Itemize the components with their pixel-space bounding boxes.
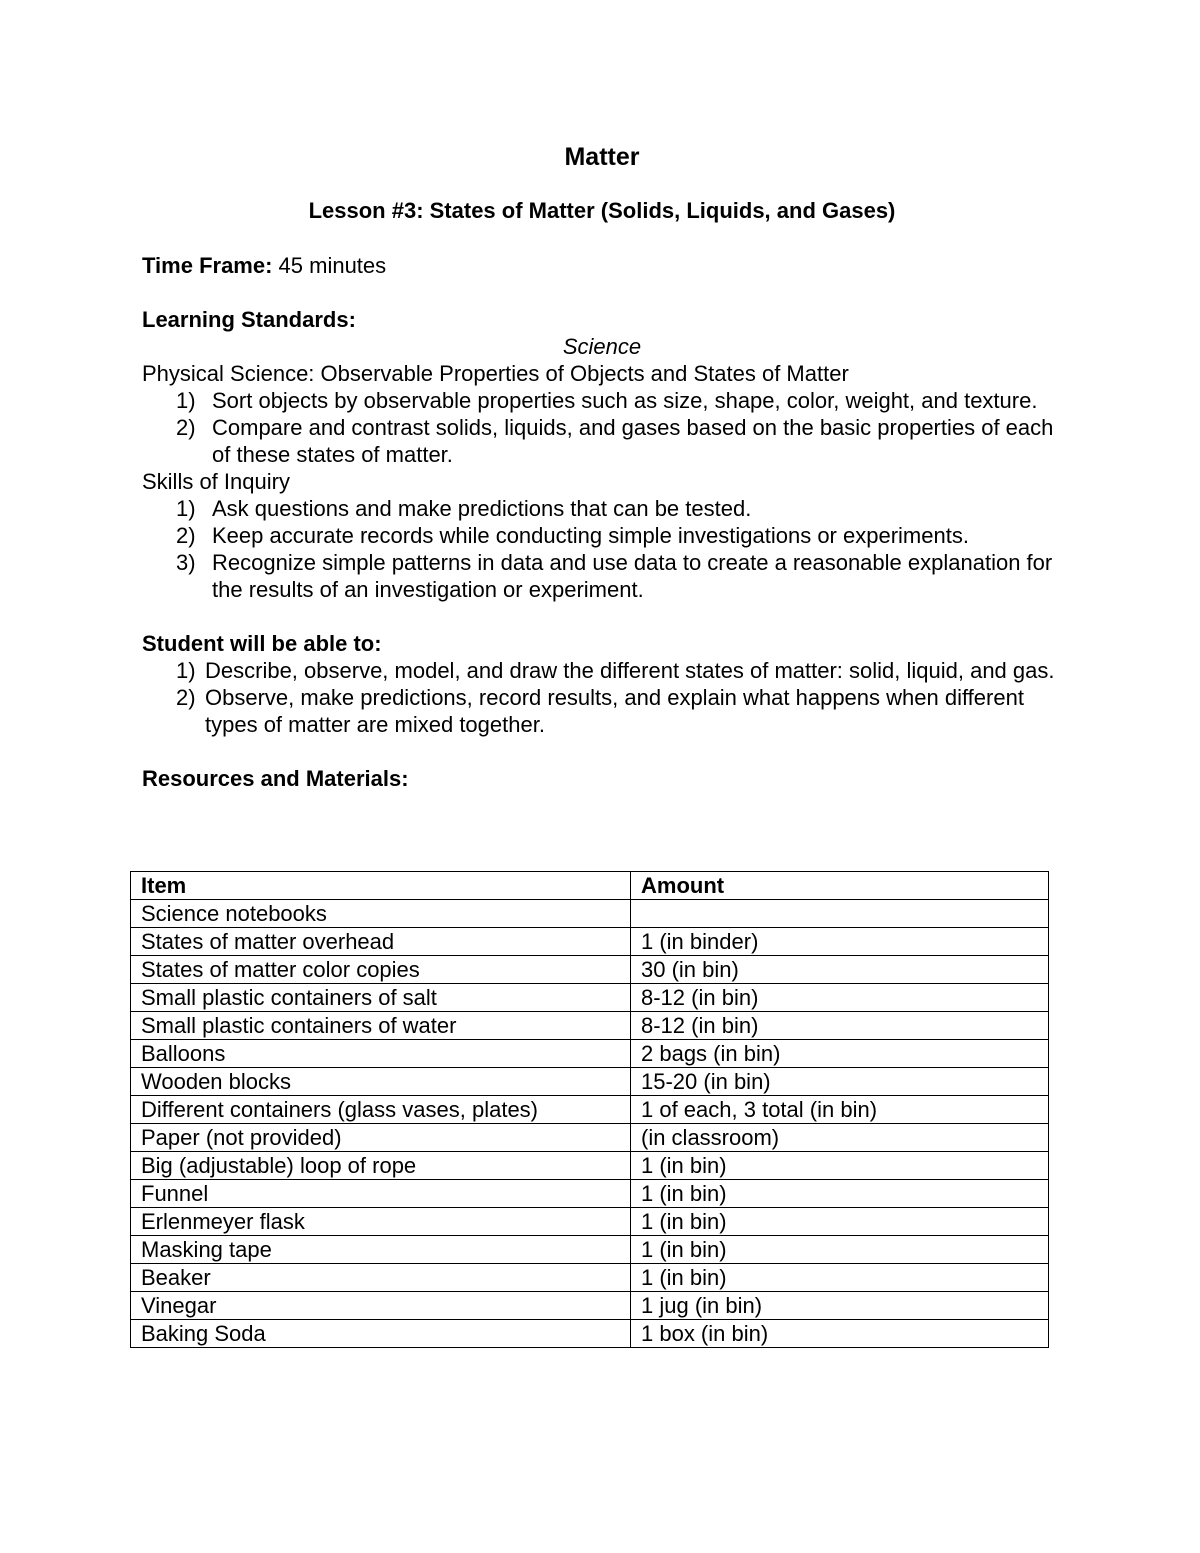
list-item — [142, 549, 1062, 603]
table-row — [131, 1180, 1049, 1208]
amount-cell: 1 (in binder) — [631, 928, 1049, 956]
table-row — [131, 1264, 1049, 1292]
amount-cell: 1 of each, 3 total (in bin) — [631, 1096, 1049, 1124]
item-cell: Wooden blocks — [131, 1068, 631, 1096]
item-cell: Erlenmeyer flask — [131, 1208, 631, 1236]
item-cell: States of matter color copies — [131, 956, 631, 984]
amount-cell: 1 (in bin) — [631, 1180, 1049, 1208]
resources-heading: Resources and Materials: — [142, 766, 409, 791]
table-row — [131, 1292, 1049, 1320]
item-cell: Big (adjustable) loop of rope — [131, 1152, 631, 1180]
amount-cell: 8-12 (in bin) — [631, 984, 1049, 1012]
amount-cell: 1 (in bin) — [631, 1264, 1049, 1292]
table-row — [131, 956, 1049, 984]
list-item — [142, 387, 1062, 414]
amount-cell: 1 (in bin) — [631, 1208, 1049, 1236]
swbat-list — [142, 657, 1062, 738]
list-text: Sort objects by observable properties such as size, shape, color, weight, and texture. — [212, 388, 1038, 413]
item-cell: Beaker — [131, 1264, 631, 1292]
amount-cell: 15-20 (in bin) — [631, 1068, 1049, 1096]
table-row — [131, 1012, 1049, 1040]
physical-science-heading: Physical Science: Observable Properties of Objects and States of Matter — [142, 361, 849, 386]
amount-cell: (in classroom) — [631, 1124, 1049, 1152]
amount-cell: 30 (in bin) — [631, 956, 1049, 984]
list-item — [142, 414, 1062, 468]
table-row — [131, 1208, 1049, 1236]
list-text: Ask questions and make predictions that can be tested. — [212, 496, 752, 521]
list-number: 2) — [176, 415, 196, 440]
subject-label: Science — [562, 334, 642, 359]
list-number: 2) — [176, 685, 196, 710]
list-item — [142, 684, 1062, 738]
table-row — [131, 1124, 1049, 1152]
amount-cell: 8-12 (in bin) — [631, 1012, 1049, 1040]
time-frame-value: 45 minutes — [272, 253, 387, 278]
list-number: 2) — [176, 523, 196, 548]
item-cell: States of matter overhead — [131, 928, 631, 956]
item-cell: Different containers (glass vases, plates) — [131, 1096, 631, 1124]
document-title: Matter — [564, 143, 640, 171]
table-row — [131, 1236, 1049, 1264]
item-cell: Small plastic containers of water — [131, 1012, 631, 1040]
list-text: Compare and contrast solids, liquids, and gases based on the basic properties of each of these states of matter. — [212, 415, 1054, 467]
table-row — [131, 928, 1049, 956]
materials-table — [130, 871, 1049, 1348]
amount-cell — [631, 900, 1049, 928]
amount-cell: 2 bags (in bin) — [631, 1040, 1049, 1068]
item-cell: Funnel — [131, 1180, 631, 1208]
item-cell: Balloons — [131, 1040, 631, 1068]
item-cell: Baking Soda — [131, 1320, 631, 1348]
list-number: 1) — [176, 658, 196, 683]
list-number: 1) — [176, 388, 196, 413]
column-header-item: Item — [131, 872, 631, 900]
column-header-amount: Amount — [631, 872, 1049, 900]
time-frame — [142, 252, 1062, 279]
list-number: 1) — [176, 496, 196, 521]
document-page — [142, 141, 1062, 792]
list-text: Keep accurate records while conducting simple investigations or experiments. — [212, 523, 969, 548]
item-cell: Small plastic containers of salt — [131, 984, 631, 1012]
item-cell: Masking tape — [131, 1236, 631, 1264]
time-frame-label: Time Frame: — [142, 253, 273, 278]
list-item — [142, 657, 1062, 684]
table-row — [131, 900, 1049, 928]
list-number: 3) — [176, 550, 196, 575]
table-row — [131, 1096, 1049, 1124]
physical-science-list — [142, 387, 1062, 468]
amount-cell: 1 (in bin) — [631, 1152, 1049, 1180]
swbat-heading: Student will be able to: — [142, 631, 382, 656]
table-row — [131, 1152, 1049, 1180]
amount-cell: 1 jug (in bin) — [631, 1292, 1049, 1320]
list-item — [142, 522, 1062, 549]
table-row — [131, 984, 1049, 1012]
inquiry-heading: Skills of Inquiry — [142, 469, 290, 494]
amount-cell: 1 (in bin) — [631, 1236, 1049, 1264]
item-cell: Science notebooks — [131, 900, 631, 928]
table-row — [131, 1320, 1049, 1348]
item-cell: Paper (not provided) — [131, 1124, 631, 1152]
lesson-title: Lesson #3: States of Matter (Solids, Liquids, and Gases) — [308, 198, 896, 223]
item-cell: Vinegar — [131, 1292, 631, 1320]
learning-standards-heading: Learning Standards: — [142, 307, 356, 332]
inquiry-list — [142, 495, 1062, 603]
amount-cell: 1 box (in bin) — [631, 1320, 1049, 1348]
table-header-row — [131, 872, 1049, 900]
list-text: Observe, make predictions, record results, and explain what happens when different types of matter are mixed together. — [205, 685, 1024, 737]
list-item — [142, 495, 1062, 522]
table-row — [131, 1068, 1049, 1096]
table-row — [131, 1040, 1049, 1068]
list-text: Recognize simple patterns in data and use data to create a reasonable explanation for the results of an investigation or experiment. — [212, 550, 1053, 602]
list-text: Describe, observe, model, and draw the different states of matter: solid, liquid, and gas. — [205, 658, 1055, 683]
